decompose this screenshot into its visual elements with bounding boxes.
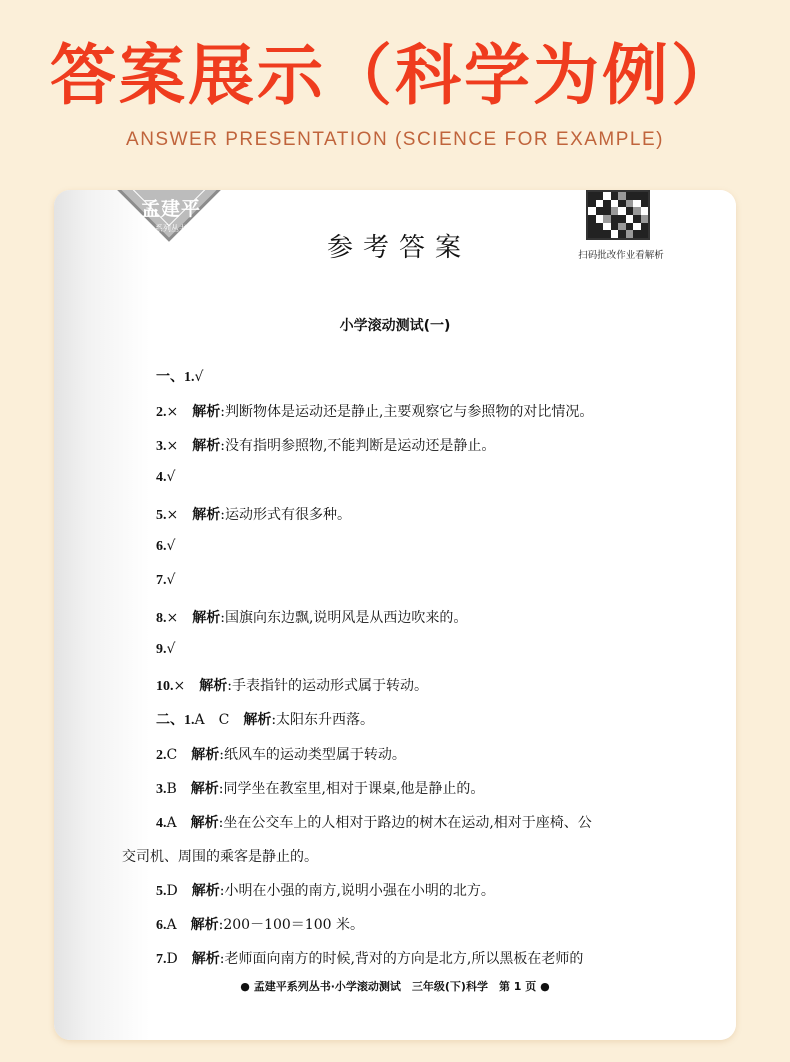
page-footer: ● 孟建平系列丛书·小学滚动测试 三年级(下)科学 第 1 页 ● bbox=[240, 980, 550, 993]
banner-title: 答案展示（科学为例） bbox=[50, 37, 740, 114]
answer-line: 6.A 解析:200－100＝100 米。 bbox=[156, 917, 364, 933]
qr-caption: 扫码批改作业看解析 bbox=[578, 250, 664, 261]
answer-line: 4.A 解析:坐在公交车上的人相对于路边的树木在运动,相对于座椅、公 bbox=[156, 815, 592, 831]
answer-line: 9.√ bbox=[156, 641, 176, 657]
answer-line: 6.√ bbox=[156, 538, 176, 554]
answer-line: 3.B 解析:同学坐在教室里,相对于课桌,他是静止的。 bbox=[156, 781, 485, 797]
answer-line: 4.√ bbox=[156, 469, 176, 485]
answer-line: 5.D 解析:小明在小强的南方,说明小强在小明的北方。 bbox=[156, 883, 495, 899]
brand-logo-subtitle: 系列丛书 bbox=[155, 224, 187, 233]
answer-line: 7.√ bbox=[156, 572, 176, 588]
answer-line: 二、1.A C 解析:太阳东升西落。 bbox=[156, 712, 375, 728]
section-title: 小学滚动测试(一) bbox=[339, 318, 451, 334]
answer-line: 5.× 解析:运动形式有很多种。 bbox=[156, 507, 351, 523]
answer-line: 2.× 解析:判断物体是运动还是静止,主要观察它与参照物的对比情况。 bbox=[156, 404, 594, 420]
brand-logo-title: 孟建平 bbox=[140, 198, 201, 220]
answer-line: 3.× 解析:没有指明参照物,不能判断是运动还是静止。 bbox=[156, 438, 496, 454]
answer-line: 10.× 解析:手表指针的运动形式属于转动。 bbox=[156, 678, 428, 694]
answer-line-continuation: 交司机、周围的乘客是静止的。 bbox=[122, 849, 318, 865]
answer-line: 一、1.√ bbox=[156, 369, 204, 385]
answer-sheet-card bbox=[54, 190, 736, 1040]
document-title: 参考答案 bbox=[326, 233, 471, 263]
banner-subtitle: ANSWER PRESENTATION (SCIENCE FOR EXAMPLE) bbox=[126, 129, 664, 150]
answer-line: 8.× 解析:国旗向东边飘,说明风是从西边吹来的。 bbox=[156, 610, 468, 626]
answer-line: 7.D 解析:老师面向南方的时候,背对的方向是北方,所以黑板在老师的 bbox=[156, 951, 584, 967]
answer-line: 2.C 解析:纸风车的运动类型属于转动。 bbox=[156, 747, 406, 763]
